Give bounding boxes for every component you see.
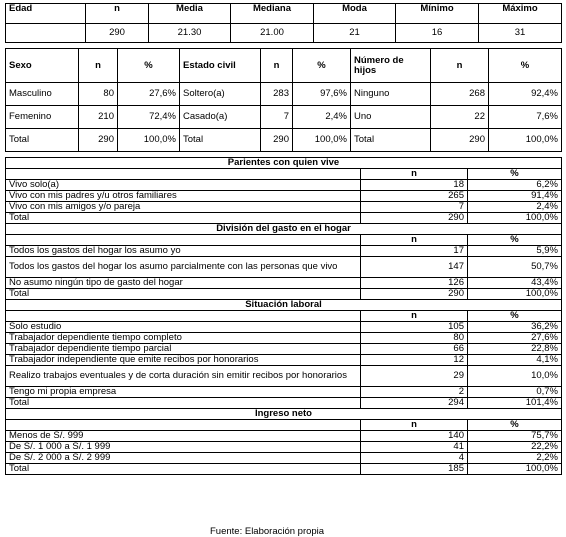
row-n: 290 [361,289,468,300]
demographics-cell: 97,6% [293,83,351,106]
demographics-cell: 80 [79,83,118,106]
source-footer: Fuente: Elaboración propia [210,526,325,537]
summary-value: 31 [479,24,562,43]
table-row [6,257,562,278]
summary-header: Edad [6,4,86,24]
section-title: Parientes con quien vive [6,158,562,169]
demographics-header: n [261,49,293,83]
row-n: 80 [361,333,468,344]
row-n: 2 [361,387,468,398]
table-row [6,213,562,224]
row-label: No asumo ningún tipo de gasto del hogar [6,278,361,289]
row-n: 41 [361,442,468,453]
section-header-blank [6,420,361,431]
row-pct: 100,0% [468,289,562,300]
table-row [6,344,562,355]
row-pct: 91,4% [468,191,562,202]
row-label: Todos los gastos del hogar los asumo parcialmente con las personas que vivo [6,257,361,278]
section-n-header: n [361,169,468,180]
section-header-row [6,420,562,431]
section-title: Situación laboral [6,300,562,311]
row-label: De S/. 1 000 a S/. 1 999 [6,442,361,453]
table-row [6,431,562,442]
demographics-cell: 290 [431,129,489,152]
row-pct: 27,6% [468,333,562,344]
table-row [6,333,562,344]
row-label: Trabajador dependiente tiempo completo [6,333,361,344]
summary-value: 290 [86,24,149,43]
row-pct: 6,2% [468,180,562,191]
demographics-cell: Soltero(a) [180,83,261,106]
row-label: Trabajador independiente que emite recibos por honorarios [6,355,361,366]
demographics-cell: 72,4% [118,106,180,129]
row-n: 294 [361,398,468,409]
summary-header: Mínimo [396,4,479,24]
row-n: 265 [361,191,468,202]
demographics-cell: Casado(a) [180,106,261,129]
section-title-row [6,409,562,420]
demographics-header: % [489,49,562,83]
age-summary-table [5,3,562,43]
row-label: Todos los gastos del hogar los asumo yo [6,246,361,257]
demographics-cell: 7,6% [489,106,562,129]
demographics-cell: Total [6,129,79,152]
row-label: Total [6,398,361,409]
row-n: 290 [361,213,468,224]
demographics-cell: Ninguno [351,83,431,106]
row-n: 185 [361,464,468,475]
row-label: De S/. 2 000 a S/. 2 999 [6,453,361,464]
row-n: 12 [361,355,468,366]
row-pct: 75,7% [468,431,562,442]
row-pct: 4,1% [468,355,562,366]
demographics-cell: 100,0% [118,129,180,152]
summary-blank [6,24,86,43]
row-label: Total [6,213,361,224]
table-row [6,387,562,398]
demographics-cell: 100,0% [489,129,562,152]
row-pct: 100,0% [468,213,562,224]
row-n: 140 [361,431,468,442]
row-pct: 101,4% [468,398,562,409]
row-pct: 2,4% [468,202,562,213]
row-pct: 36,2% [468,322,562,333]
demographics-header: % [118,49,180,83]
row-n: 147 [361,257,468,278]
row-n: 4 [361,453,468,464]
row-n: 17 [361,246,468,257]
table-row [6,289,562,300]
table-row [6,442,562,453]
section-header-blank [6,169,361,180]
demographics-cell: 92,4% [489,83,562,106]
table-row [6,278,562,289]
summary-header: Máximo [479,4,562,24]
row-pct: 5,9% [468,246,562,257]
summary-value: 21 [314,24,396,43]
summary-header: Moda [314,4,396,24]
demographics-cell: 27,6% [118,83,180,106]
row-pct: 10,0% [468,366,562,387]
section-title-row [6,224,562,235]
row-n: 7 [361,202,468,213]
demographics-cell: 210 [79,106,118,129]
demographics-cell: 290 [261,129,293,152]
demographics-table [5,48,562,152]
row-label: Solo estudio [6,322,361,333]
demographics-cell: Femenino [6,106,79,129]
demographics-cell: 22 [431,106,489,129]
table-row [6,453,562,464]
demographics-cell: Uno [351,106,431,129]
section-n-header: n [361,235,468,246]
demographics-cell: 2,4% [293,106,351,129]
row-n: 126 [361,278,468,289]
demographics-cell: 290 [79,129,118,152]
section-pct-header: % [468,420,562,431]
table-row [6,322,562,333]
row-n: 105 [361,322,468,333]
row-label: Realizo trabajos eventuales y de corta duración sin emitir recibos por honorarios [6,366,361,387]
row-label: Vivo con mis padres y/u otros familiares [6,191,361,202]
table-row [6,366,562,387]
row-n: 29 [361,366,468,387]
row-pct: 22,2% [468,442,562,453]
row-pct: 50,7% [468,257,562,278]
section-title: División del gasto en el hogar [6,224,562,235]
summary-header: Media [149,4,231,24]
section-n-header: n [361,311,468,322]
table-row [6,202,562,213]
section-pct-header: % [468,169,562,180]
demographics-cell: 100,0% [293,129,351,152]
demographics-header: Estado civil [180,49,261,83]
row-pct: 43,4% [468,278,562,289]
row-label: Vivo solo(a) [6,180,361,191]
demographics-header: % [293,49,351,83]
summary-value: 16 [396,24,479,43]
row-pct: 100,0% [468,464,562,475]
table-row [6,355,562,366]
row-pct: 22,8% [468,344,562,355]
summary-value: 21.30 [149,24,231,43]
row-label: Trabajador dependiente tiempo parcial [6,344,361,355]
demographics-header: Número de hijos [351,49,431,83]
section-header-blank [6,311,361,322]
demographics-header: n [431,49,489,83]
demographics-cell: 7 [261,106,293,129]
demographics-cell: Total [351,129,431,152]
row-n: 66 [361,344,468,355]
sections-table [5,157,562,475]
table-row [6,180,562,191]
summary-value: 21.00 [231,24,314,43]
row-n: 18 [361,180,468,191]
demographics-header: n [79,49,118,83]
section-header-blank [6,235,361,246]
table-row [6,246,562,257]
summary-header: n [86,4,149,24]
row-pct: 2,2% [468,453,562,464]
section-title-row [6,158,562,169]
demographics-cell: Total [180,129,261,152]
row-label: Menos de S/. 999 [6,431,361,442]
demographics-header: Sexo [6,49,79,83]
demographics-cell: Masculino [6,83,79,106]
section-pct-header: % [468,235,562,246]
section-title: Ingreso neto [6,409,562,420]
table-row [6,464,562,475]
row-label: Total [6,289,361,300]
section-title-row [6,300,562,311]
row-label: Total [6,464,361,475]
summary-header: Mediana [231,4,314,24]
section-header-row [6,235,562,246]
row-label: Vivo con mis amigos y/o pareja [6,202,361,213]
table-row [6,191,562,202]
demographics-cell: 268 [431,83,489,106]
row-pct: 0,7% [468,387,562,398]
section-header-row [6,169,562,180]
demographics-cell: 283 [261,83,293,106]
section-header-row [6,311,562,322]
section-pct-header: % [468,311,562,322]
table-row [6,398,562,409]
section-n-header: n [361,420,468,431]
row-label: Tengo mi propia empresa [6,387,361,398]
